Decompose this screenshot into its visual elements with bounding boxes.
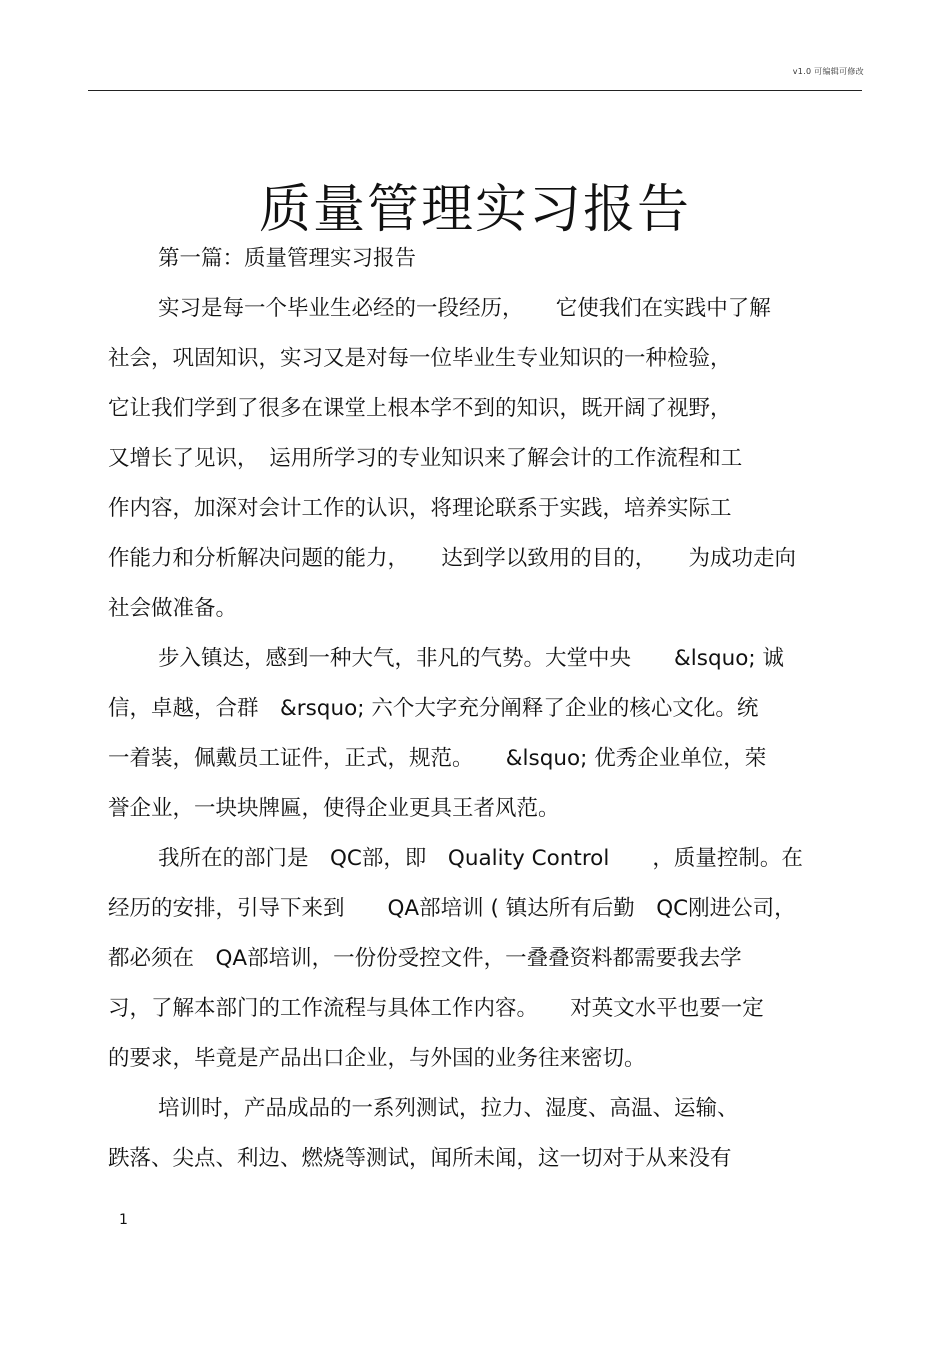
text-line: 的要求，毕竟是产品出口企业，与外国的业务往来密切。 [108,1046,646,1071]
document-title: 质量管理实习报告 [258,179,691,240]
text-line: 习，了解本部门的工作流程与具体工作内容。 对英文水平也要一定 [108,996,764,1021]
text-line: 步入镇达，感到一种大气，非凡的气势。大堂中央 &lsquo; 诚 [158,646,784,671]
page-number: 1 [119,1212,128,1228]
text-line: 作能力和分析解决问题的能力， 达到学以致用的目的， 为成功走向 [108,546,797,571]
text-line: 它让我们学到了很多在课堂上根本学不到的知识，既开阔了视野， [108,396,732,421]
text-line: 我所在的部门是 QC部，即 Quality Control ，质量控制。在 [158,846,803,871]
text-line: 实习是每一个毕业生必经的一段经历， 它使我们在实践中了解 [158,296,771,321]
header-note: v1.0 可编辑可修改 [792,67,864,76]
text-line: 第一篇：质量管理实习报告 [158,246,417,271]
text-line: 作内容，加深对会计工作的认识，将理论联系于实践，培养实际工 [108,496,732,521]
text-line: 社会做准备。 [108,596,238,621]
text-line: 一着装，佩戴员工证件，正式，规范。 &lsquo; 优秀企业单位，荣 [108,746,767,771]
text-line: 都必须在 QA部培训，一份份受控文件，一叠叠资料都需要我去学 [108,946,742,971]
text-line: 培训时，产品成品的一系列测试，拉力、湿度、高温、运输、 [158,1096,739,1121]
text-line: 跌落、尖点、利边、燃烧等测试，闻所未闻，这一切对于从来没有 [108,1146,732,1171]
text-line: 社会，巩固知识，实习又是对每一位毕业生专业知识的一种检验， [108,346,732,371]
text-line: 誉企业，一块块牌匾，使得企业更具王者风范。 [108,796,560,821]
text-line: 又增长了见识， 运用所学习的专业知识来了解会计的工作流程和工 [108,446,743,471]
text-line: 经历的安排，引导下来到 QA部培训 ( 镇达所有后勤 QC刚进公司， [108,896,796,921]
header-rule [88,90,862,91]
text-line: 信，卓越，合群 &rsquo; 六个大字充分阐释了企业的核心文化。统 [108,696,759,721]
